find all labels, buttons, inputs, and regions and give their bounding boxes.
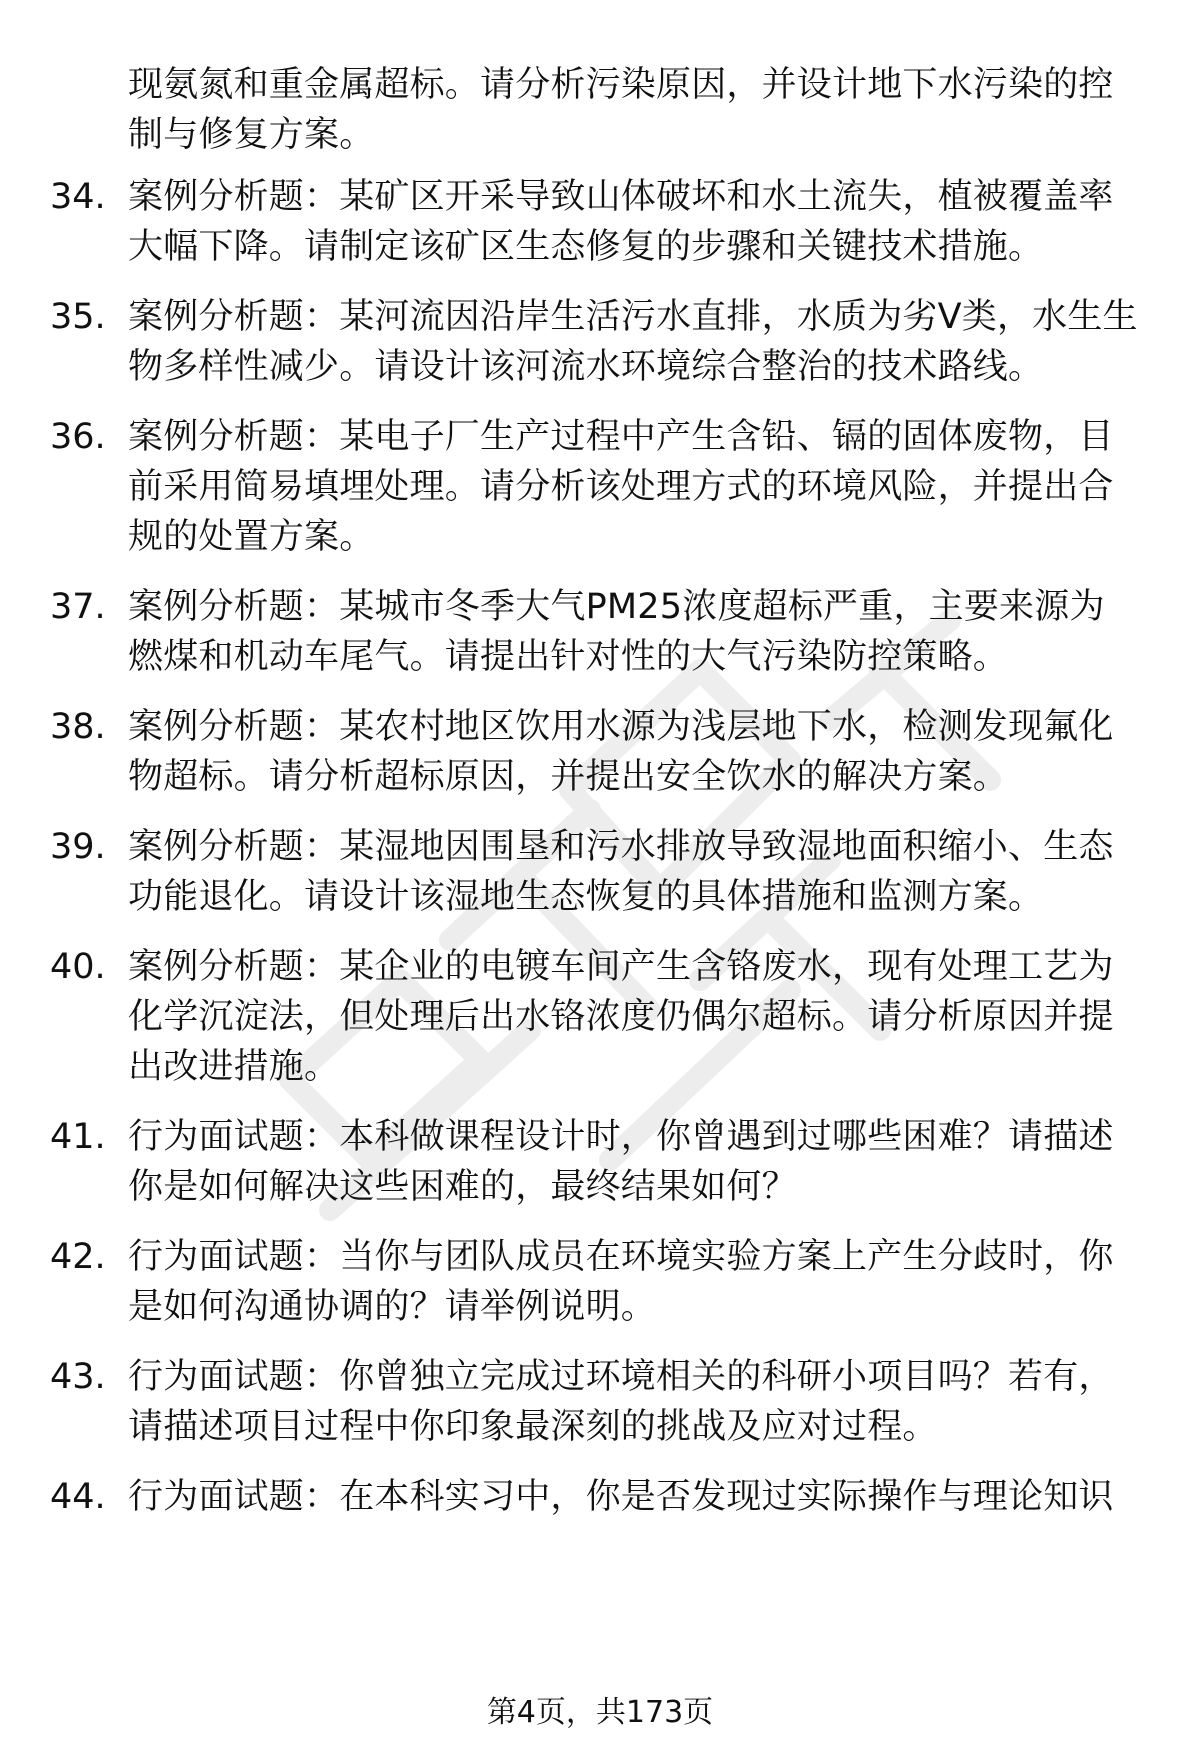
- question-number: 42.: [50, 1237, 106, 1277]
- page-footer: 第4页，共173页: [486, 1695, 714, 1730]
- question-39: [50, 822, 1140, 922]
- question-41: [50, 1112, 1140, 1212]
- question-40: [50, 942, 1140, 1092]
- question-text: 案例分析题：某农村地区饮用水源为浅层地下水，检测发现氟化物超标。请分析超标原因，并提出安全饮水的解决方案。: [128, 707, 1114, 797]
- question-text: 案例分析题：某矿区开采导致山体破坏和水土流失，植被覆盖率大幅下降。请制定该矿区生态修复的步骤和关键技术措施。: [128, 177, 1114, 267]
- question-text: 案例分析题：某城市冬季大气PM25浓度超标严重，主要来源为燃煤和机动车尾气。请提出针对性的大气污染防控策略。: [128, 587, 1105, 677]
- question-number: 38.: [50, 707, 106, 747]
- question-text: 行为面试题：当你与团队成员在环境实验方案上产生分歧时，你是如何沟通协调的？请举例说明。: [128, 1237, 1114, 1327]
- question-44: [50, 1472, 1140, 1522]
- question-38: [50, 702, 1140, 802]
- question-34: [50, 172, 1140, 272]
- question-text: 行为面试题：在本科实习中，你是否发现过实际操作与理论知识: [128, 1477, 1114, 1517]
- question-35: [50, 292, 1140, 392]
- question-43: [50, 1352, 1140, 1452]
- question-number: 39.: [50, 827, 106, 867]
- question-number: 41.: [50, 1117, 106, 1157]
- continuation-paragraph: [128, 60, 1138, 160]
- continuation-text: 现氨氮和重金属超标。请分析污染原因，并设计地下水污染的控制与修复方案。: [128, 65, 1114, 155]
- question-text: 案例分析题：某湿地因围垦和污水排放导致湿地面积缩小、生态功能退化。请设计该湿地生态恢复的具体措施和监测方案。: [128, 827, 1114, 917]
- question-number: 37.: [50, 587, 106, 627]
- question-text: 案例分析题：某河流因沿岸生活污水直排，水质为劣V类，水生生物多样性减少。请设计该河流水环境综合整治的技术路线。: [128, 297, 1138, 387]
- question-42: [50, 1232, 1140, 1332]
- question-text: 行为面试题：本科做课程设计时，你曾遇到过哪些困难？请描述你是如何解决这些困难的，最终结果如何？: [128, 1117, 1114, 1207]
- question-number: 43.: [50, 1357, 106, 1397]
- question-number: 35.: [50, 297, 106, 337]
- question-number: 40.: [50, 947, 106, 987]
- question-37: [50, 582, 1140, 682]
- question-number: 36.: [50, 417, 106, 457]
- question-text: 案例分析题：某企业的电镀车间产生含铬废水，现有处理工艺为化学沉淀法，但处理后出水铬浓度仍偶尔超标。请分析原因并提出改进措施。: [128, 947, 1114, 1087]
- question-number: 44.: [50, 1477, 106, 1517]
- question-text: 案例分析题：某电子厂生产过程中产生含铅、镉的固体废物，目前采用简易填埋处理。请分析该处理方式的环境风险，并提出合规的处置方案。: [128, 417, 1114, 557]
- question-36: [50, 412, 1140, 562]
- question-text: 行为面试题：你曾独立完成过环境相关的科研小项目吗？若有，请描述项目过程中你印象最深刻的挑战及应对过程。: [128, 1357, 1114, 1447]
- question-number: 34.: [50, 177, 106, 217]
